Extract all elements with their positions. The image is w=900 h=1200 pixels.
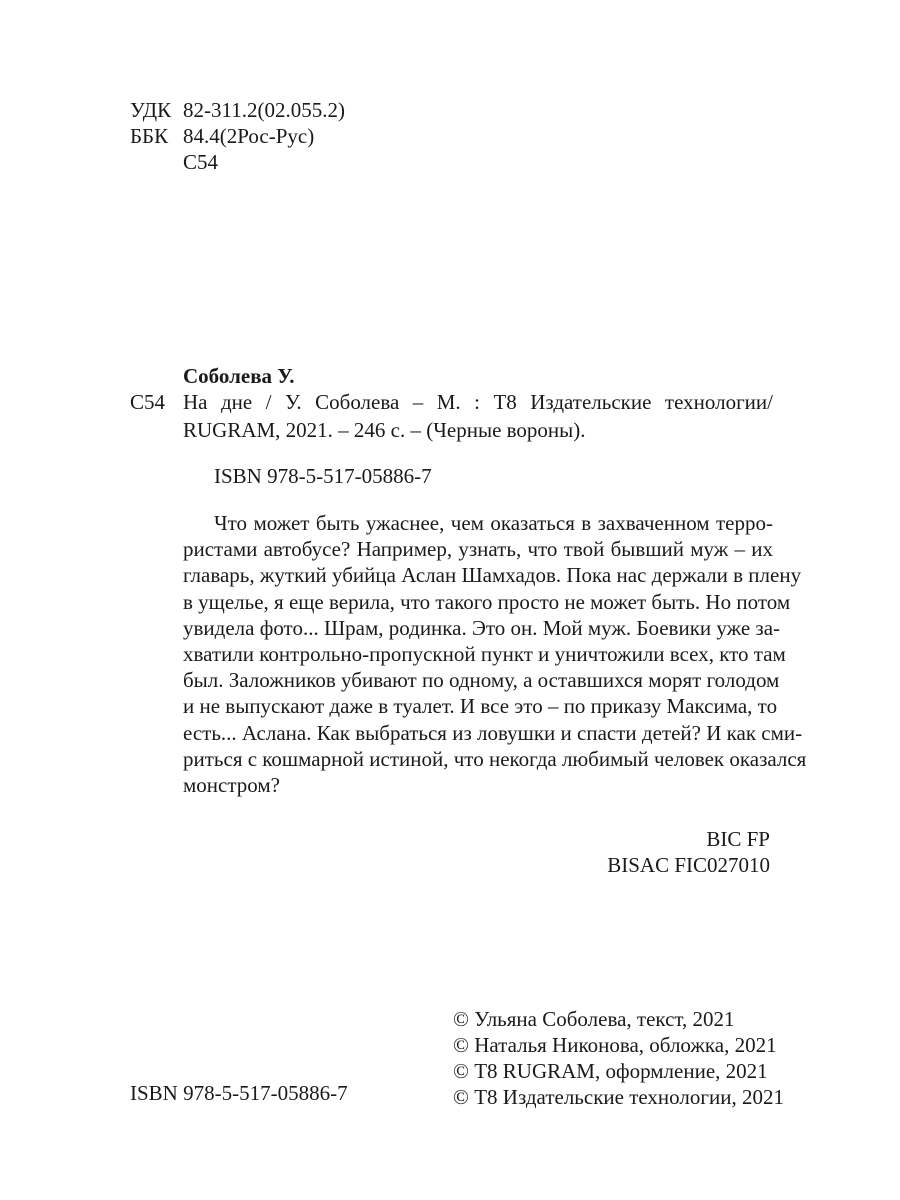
bisac-code: BISAC FIC027010 bbox=[607, 853, 770, 877]
annotation-line: хватили контрольно-пропускной пункт и уничтожили всех, кто там bbox=[183, 642, 786, 667]
copyright-line: © Ульяна Соболева, текст, 2021 bbox=[453, 1007, 735, 1031]
bib-author-code: С54 bbox=[130, 390, 166, 414]
author-sign: С54 bbox=[183, 150, 219, 174]
copyright-block bbox=[453, 1006, 784, 1110]
annotation-line: есть... Аслана. Как выбраться из ловушки и спасти детей? И как сми- bbox=[183, 720, 803, 745]
annotation-line: главарь, жуткий убийца Аслан Шамхадов. Пока нас держали в плену bbox=[183, 563, 802, 588]
bbk-label: ББК bbox=[130, 124, 169, 148]
isbn-record: ISBN 978-5-517-05886-7 bbox=[214, 464, 432, 488]
annotation-line: и не выпускают даже в туалет. И все это – по приказу Максима, то bbox=[183, 694, 778, 719]
bib-description bbox=[183, 388, 773, 444]
annotation bbox=[183, 510, 807, 798]
isbn-footer: ISBN 978-5-517-05886-7 bbox=[130, 1081, 348, 1105]
bbk-value: 84.4(2Рос-Рус) bbox=[183, 124, 315, 148]
bib-line-1: На дне / У. Соболева – М. : Т8 Издательские технологии/ bbox=[183, 390, 773, 414]
author-name: Соболева У. bbox=[183, 364, 295, 388]
annotation-line: был. Заложников убивают по одному, а оставшихся морят голодом bbox=[183, 668, 780, 693]
copyright-line: © Т8 RUGRAM, оформление, 2021 bbox=[453, 1059, 768, 1083]
annotation-line: Что может быть ужаснее, чем оказаться в захваченном терро- bbox=[214, 511, 773, 535]
udk-label: УДК bbox=[130, 98, 172, 122]
copyright-line: © Т8 Издательские технологии, 2021 bbox=[453, 1085, 784, 1109]
annotation-line: увидела фото... Шрам, родинка. Это он. Мой муж. Боевики уже за- bbox=[183, 615, 781, 640]
udk-value: 82-311.2(02.055.2) bbox=[183, 98, 345, 122]
bib-line-2: RUGRAM, 2021. – 246 с. – (Черные вороны). bbox=[183, 418, 586, 442]
annotation-line: риться с кошмарной истиной, что некогда любимый человек оказался bbox=[183, 746, 807, 771]
copyright-line: © Наталья Никонова, обложка, 2021 bbox=[453, 1033, 777, 1057]
annotation-line: ристами автобусе? Например, узнать, что твой бывший муж – их bbox=[183, 537, 773, 562]
bic-code: BIC FP bbox=[706, 827, 770, 851]
annotation-line: монстром? bbox=[183, 773, 280, 798]
annotation-line: в ущелье, я еще верила, что такого просто не может быть. Но потом bbox=[183, 589, 791, 614]
